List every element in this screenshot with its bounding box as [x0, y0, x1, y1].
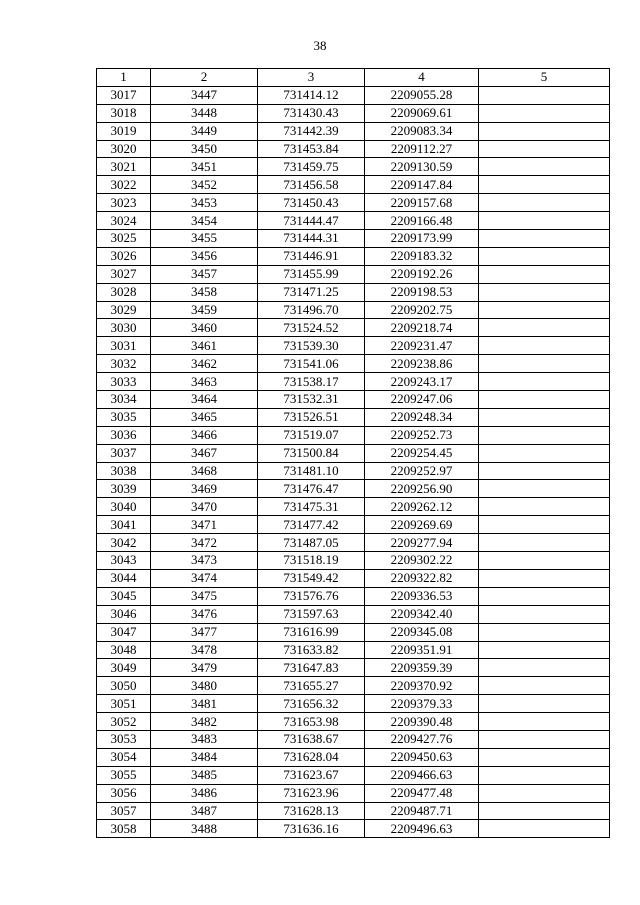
column-header-2: 2: [151, 69, 258, 87]
table-row: [97, 730, 610, 748]
table-cell-col-1: 3027: [97, 265, 151, 283]
table-cell-col-4: 2209269.69: [365, 516, 479, 534]
table-cell-col-2: 3456: [151, 247, 258, 265]
table-cell-col-4: 2209130.59: [365, 158, 479, 176]
table-row: [97, 212, 610, 230]
table-cell-col-3: 731541.06: [258, 355, 365, 373]
table-cell-col-4: 2209359.39: [365, 659, 479, 677]
table-cell-col-1: 3055: [97, 766, 151, 784]
table-row: [97, 230, 610, 248]
table-cell-col-1: 3043: [97, 552, 151, 570]
table-cell-col-5: [479, 408, 610, 426]
table-cell-col-2: 3449: [151, 122, 258, 140]
table-cell-col-5: [479, 391, 610, 409]
table-cell-col-2: 3447: [151, 86, 258, 104]
table-cell-col-4: 2209450.63: [365, 748, 479, 766]
table-cell-col-2: 3474: [151, 569, 258, 587]
table-cell-col-4: 2209351.91: [365, 641, 479, 659]
table-cell-col-2: 3488: [151, 820, 258, 838]
table-cell-col-5: [479, 426, 610, 444]
table-cell-col-3: 731500.84: [258, 444, 365, 462]
table-cell-col-4: 2209477.48: [365, 784, 479, 802]
table-cell-col-2: 3461: [151, 337, 258, 355]
table-cell-col-2: 3457: [151, 265, 258, 283]
table-cell-col-5: [479, 552, 610, 570]
table-row: [97, 319, 610, 337]
table-row: [97, 480, 610, 498]
table-cell-col-3: 731481.10: [258, 462, 365, 480]
table-cell-col-4: 2209231.47: [365, 337, 479, 355]
table-cell-col-5: [479, 122, 610, 140]
table-cell-col-5: [479, 695, 610, 713]
table-row: [97, 337, 610, 355]
table-cell-col-3: 731487.05: [258, 534, 365, 552]
table-cell-col-1: 3018: [97, 104, 151, 122]
table-cell-col-1: 3049: [97, 659, 151, 677]
table-row: [97, 552, 610, 570]
table-cell-col-1: 3034: [97, 391, 151, 409]
table-cell-col-1: 3052: [97, 713, 151, 731]
table-cell-col-3: 731496.70: [258, 301, 365, 319]
table-cell-col-1: 3028: [97, 283, 151, 301]
table-cell-col-5: [479, 766, 610, 784]
table-cell-col-5: [479, 605, 610, 623]
table-cell-col-5: [479, 86, 610, 104]
table-cell-col-2: 3484: [151, 748, 258, 766]
table-cell-col-2: 3478: [151, 641, 258, 659]
table-cell-col-3: 731455.99: [258, 265, 365, 283]
table-cell-col-3: 731519.07: [258, 426, 365, 444]
table-row: [97, 283, 610, 301]
table-cell-col-4: 2209496.63: [365, 820, 479, 838]
table-cell-col-5: [479, 140, 610, 158]
table-cell-col-1: 3019: [97, 122, 151, 140]
table-cell-col-4: 2209254.45: [365, 444, 479, 462]
table-row: [97, 176, 610, 194]
table-cell-col-2: 3448: [151, 104, 258, 122]
table-cell-col-4: 2209379.33: [365, 695, 479, 713]
table-cell-col-2: 3455: [151, 230, 258, 248]
table-cell-col-1: 3033: [97, 373, 151, 391]
table-cell-col-4: 2209466.63: [365, 766, 479, 784]
table-row: [97, 748, 610, 766]
table-cell-col-2: 3458: [151, 283, 258, 301]
table-row: [97, 86, 610, 104]
table-cell-col-3: 731628.13: [258, 802, 365, 820]
table-cell-col-3: 731471.25: [258, 283, 365, 301]
table-cell-col-2: 3472: [151, 534, 258, 552]
table-cell-col-5: [479, 265, 610, 283]
table-cell-col-4: 2209427.76: [365, 730, 479, 748]
table-cell-col-3: 731633.82: [258, 641, 365, 659]
table-cell-col-2: 3450: [151, 140, 258, 158]
table-cell-col-1: 3031: [97, 337, 151, 355]
table-cell-col-5: [479, 713, 610, 731]
table-cell-col-2: 3460: [151, 319, 258, 337]
table-cell-col-1: 3035: [97, 408, 151, 426]
table-cell-col-4: 2209243.17: [365, 373, 479, 391]
table-cell-col-5: [479, 641, 610, 659]
table-cell-col-5: [479, 659, 610, 677]
table-cell-col-4: 2209202.75: [365, 301, 479, 319]
table-cell-col-3: 731475.31: [258, 498, 365, 516]
table-cell-col-5: [479, 337, 610, 355]
table-cell-col-3: 731456.58: [258, 176, 365, 194]
table-cell-col-1: 3024: [97, 212, 151, 230]
table-cell-col-4: 2209112.27: [365, 140, 479, 158]
table-cell-col-1: 3056: [97, 784, 151, 802]
table-cell-col-3: 731444.47: [258, 212, 365, 230]
table-cell-col-2: 3469: [151, 480, 258, 498]
table-cell-col-5: [479, 373, 610, 391]
table-cell-col-3: 731477.42: [258, 516, 365, 534]
table-cell-col-1: 3030: [97, 319, 151, 337]
table-cell-col-2: 3471: [151, 516, 258, 534]
table-cell-col-4: 2209370.92: [365, 677, 479, 695]
table-cell-col-3: 731538.17: [258, 373, 365, 391]
table-cell-col-1: 3041: [97, 516, 151, 534]
column-header-1: 1: [97, 69, 151, 87]
table-row: [97, 462, 610, 480]
table-cell-col-1: 3054: [97, 748, 151, 766]
table-cell-col-3: 731444.31: [258, 230, 365, 248]
table-cell-col-5: [479, 104, 610, 122]
table-row: [97, 158, 610, 176]
table-cell-col-3: 731628.04: [258, 748, 365, 766]
table-cell-col-1: 3057: [97, 802, 151, 820]
table-cell-col-2: 3479: [151, 659, 258, 677]
table-cell-col-3: 731442.39: [258, 122, 365, 140]
table-cell-col-5: [479, 569, 610, 587]
table-row: [97, 516, 610, 534]
table-cell-col-5: [479, 534, 610, 552]
table-cell-col-4: 2209252.97: [365, 462, 479, 480]
table-cell-col-2: 3480: [151, 677, 258, 695]
table-row: [97, 569, 610, 587]
table-cell-col-1: 3048: [97, 641, 151, 659]
table-cell-col-2: 3482: [151, 713, 258, 731]
table-cell-col-2: 3481: [151, 695, 258, 713]
table-cell-col-3: 731532.31: [258, 391, 365, 409]
table-row: [97, 713, 610, 731]
table-row: [97, 695, 610, 713]
table-row: [97, 641, 610, 659]
table-cell-col-1: 3044: [97, 569, 151, 587]
table-row: [97, 784, 610, 802]
table-cell-col-1: 3032: [97, 355, 151, 373]
column-header-5: 5: [479, 69, 610, 87]
table-row: [97, 766, 610, 784]
table-body: [97, 86, 610, 837]
table-cell-col-3: 731653.98: [258, 713, 365, 731]
table-row: [97, 534, 610, 552]
table-cell-col-1: 3046: [97, 605, 151, 623]
table-cell-col-1: 3017: [97, 86, 151, 104]
table-row: [97, 373, 610, 391]
table-cell-col-2: 3483: [151, 730, 258, 748]
table-cell-col-5: [479, 587, 610, 605]
table-cell-col-4: 2209277.94: [365, 534, 479, 552]
table-cell-col-2: 3468: [151, 462, 258, 480]
table-row: [97, 301, 610, 319]
table-cell-col-3: 731623.96: [258, 784, 365, 802]
table-cell-col-5: [479, 802, 610, 820]
table-cell-col-5: [479, 319, 610, 337]
table-cell-col-3: 731414.12: [258, 86, 365, 104]
table-cell-col-2: 3487: [151, 802, 258, 820]
table-cell-col-5: [479, 623, 610, 641]
table-cell-col-4: 2209147.84: [365, 176, 479, 194]
table-cell-col-5: [479, 230, 610, 248]
table-cell-col-2: 3462: [151, 355, 258, 373]
table-cell-col-1: 3053: [97, 730, 151, 748]
table-row: [97, 265, 610, 283]
table-cell-col-1: 3042: [97, 534, 151, 552]
coordinates-table: [96, 68, 610, 838]
table-row: [97, 355, 610, 373]
table-cell-col-5: [479, 158, 610, 176]
table-cell-col-5: [479, 730, 610, 748]
table-cell-col-2: 3470: [151, 498, 258, 516]
table-cell-col-1: 3040: [97, 498, 151, 516]
table-cell-col-1: 3021: [97, 158, 151, 176]
table-row: [97, 391, 610, 409]
table-row: [97, 820, 610, 838]
table-cell-col-2: 3464: [151, 391, 258, 409]
table-row: [97, 677, 610, 695]
table-cell-col-1: 3045: [97, 587, 151, 605]
table-cell-col-3: 731656.32: [258, 695, 365, 713]
table-cell-col-5: [479, 444, 610, 462]
table-cell-col-2: 3486: [151, 784, 258, 802]
table-row: [97, 122, 610, 140]
table-cell-col-1: 3038: [97, 462, 151, 480]
table-cell-col-5: [479, 283, 610, 301]
page-number: 38: [313, 38, 327, 53]
table-cell-col-5: [479, 516, 610, 534]
table-cell-col-5: [479, 480, 610, 498]
table-cell-col-5: [479, 498, 610, 516]
table-cell-col-1: 3039: [97, 480, 151, 498]
table-cell-col-3: 731476.47: [258, 480, 365, 498]
table-cell-col-5: [479, 194, 610, 212]
table-cell-col-3: 731655.27: [258, 677, 365, 695]
table-cell-col-3: 731549.42: [258, 569, 365, 587]
table-cell-col-1: 3023: [97, 194, 151, 212]
table-cell-col-5: [479, 301, 610, 319]
table-cell-col-3: 731524.52: [258, 319, 365, 337]
table-cell-col-4: 2209248.34: [365, 408, 479, 426]
table-cell-col-5: [479, 247, 610, 265]
table-cell-col-5: [479, 820, 610, 838]
table-cell-col-1: 3020: [97, 140, 151, 158]
table-cell-col-1: 3022: [97, 176, 151, 194]
table-cell-col-2: 3463: [151, 373, 258, 391]
table-cell-col-2: 3453: [151, 194, 258, 212]
table-cell-col-1: 3050: [97, 677, 151, 695]
table-cell-col-3: 731539.30: [258, 337, 365, 355]
table-cell-col-2: 3466: [151, 426, 258, 444]
table-cell-col-3: 731636.16: [258, 820, 365, 838]
table-cell-col-3: 731446.91: [258, 247, 365, 265]
table-cell-col-2: 3465: [151, 408, 258, 426]
table-cell-col-4: 2209302.22: [365, 552, 479, 570]
table-row: [97, 587, 610, 605]
table-cell-col-3: 731518.19: [258, 552, 365, 570]
column-header-3: 3: [258, 69, 365, 87]
table-cell-col-2: 3477: [151, 623, 258, 641]
table-cell-col-3: 731647.83: [258, 659, 365, 677]
table-cell-col-5: [479, 462, 610, 480]
table-cell-col-4: 2209252.73: [365, 426, 479, 444]
table-cell-col-3: 731623.67: [258, 766, 365, 784]
table-cell-col-3: 731459.75: [258, 158, 365, 176]
table-cell-col-3: 731430.43: [258, 104, 365, 122]
table-row: [97, 498, 610, 516]
table-cell-col-1: 3029: [97, 301, 151, 319]
table-row: [97, 802, 610, 820]
table-row: [97, 408, 610, 426]
table-header-row: [97, 69, 610, 87]
table-row: [97, 247, 610, 265]
table-cell-col-4: 2209192.26: [365, 265, 479, 283]
table-cell-col-1: 3058: [97, 820, 151, 838]
table-cell-col-4: 2209173.99: [365, 230, 479, 248]
column-header-4: 4: [365, 69, 479, 87]
table-cell-col-4: 2209247.06: [365, 391, 479, 409]
table-cell-col-2: 3475: [151, 587, 258, 605]
table-cell-col-2: 3451: [151, 158, 258, 176]
table-cell-col-5: [479, 784, 610, 802]
table-cell-col-4: 2209262.12: [365, 498, 479, 516]
table-cell-col-2: 3467: [151, 444, 258, 462]
table-row: [97, 605, 610, 623]
table-cell-col-2: 3459: [151, 301, 258, 319]
table-cell-col-1: 3051: [97, 695, 151, 713]
table-cell-col-4: 2209238.86: [365, 355, 479, 373]
table-cell-col-4: 2209487.71: [365, 802, 479, 820]
table-cell-col-5: [479, 176, 610, 194]
table-cell-col-5: [479, 212, 610, 230]
table-row: [97, 104, 610, 122]
table-cell-col-2: 3485: [151, 766, 258, 784]
table-row: [97, 444, 610, 462]
table-cell-col-4: 2209345.08: [365, 623, 479, 641]
table-cell-col-4: 2209157.68: [365, 194, 479, 212]
table-cell-col-4: 2209183.32: [365, 247, 479, 265]
table-cell-col-5: [479, 748, 610, 766]
table-cell-col-4: 2209256.90: [365, 480, 479, 498]
table-cell-col-2: 3452: [151, 176, 258, 194]
table-cell-col-2: 3454: [151, 212, 258, 230]
table-cell-col-4: 2209218.74: [365, 319, 479, 337]
table-cell-col-5: [479, 677, 610, 695]
table-cell-col-1: 3047: [97, 623, 151, 641]
table-cell-col-3: 731576.76: [258, 587, 365, 605]
table-cell-col-3: 731638.67: [258, 730, 365, 748]
table-cell-col-2: 3473: [151, 552, 258, 570]
table-cell-col-4: 2209083.34: [365, 122, 479, 140]
table-cell-col-4: 2209069.61: [365, 104, 479, 122]
table-cell-col-5: [479, 355, 610, 373]
table-cell-col-1: 3025: [97, 230, 151, 248]
table-cell-col-1: 3036: [97, 426, 151, 444]
table-row: [97, 426, 610, 444]
table-cell-col-3: 731526.51: [258, 408, 365, 426]
table-row: [97, 623, 610, 641]
table-cell-col-4: 2209336.53: [365, 587, 479, 605]
table-row: [97, 194, 610, 212]
table-cell-col-4: 2209166.48: [365, 212, 479, 230]
table-cell-col-3: 731616.99: [258, 623, 365, 641]
table-cell-col-1: 3037: [97, 444, 151, 462]
table-cell-col-2: 3476: [151, 605, 258, 623]
table-cell-col-4: 2209342.40: [365, 605, 479, 623]
table-cell-col-3: 731597.63: [258, 605, 365, 623]
table-cell-col-1: 3026: [97, 247, 151, 265]
table-cell-col-4: 2209322.82: [365, 569, 479, 587]
table-cell-col-3: 731453.84: [258, 140, 365, 158]
table-cell-col-3: 731450.43: [258, 194, 365, 212]
table-cell-col-4: 2209390.48: [365, 713, 479, 731]
table-cell-col-4: 2209198.53: [365, 283, 479, 301]
table-row: [97, 140, 610, 158]
table-row: [97, 659, 610, 677]
table-cell-col-4: 2209055.28: [365, 86, 479, 104]
